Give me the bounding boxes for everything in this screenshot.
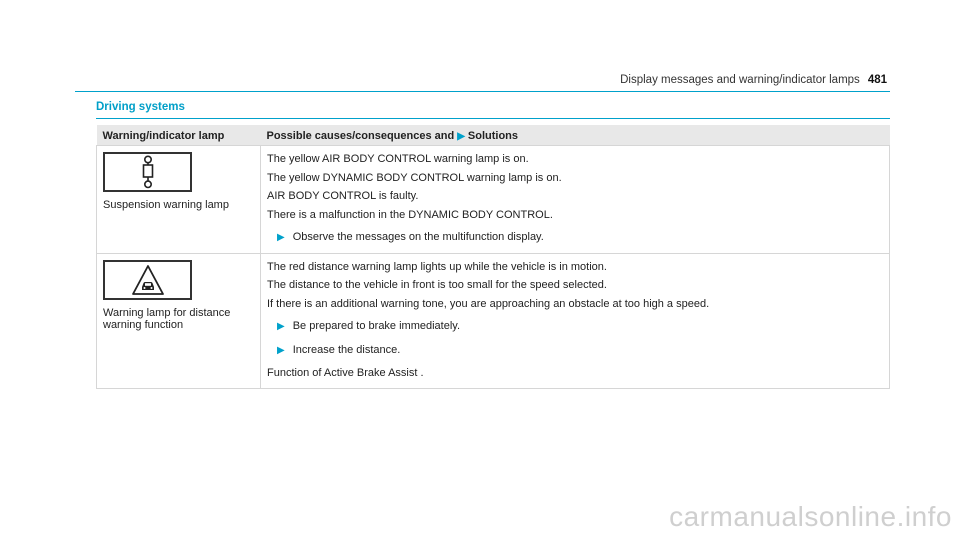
step-text: Observe the messages on the multifunction display. [292, 231, 544, 243]
play-arrow-icon: ▶ [457, 130, 465, 142]
description-line: If there is an additional warning tone, you are approaching an obstacle at too high a speed. [267, 297, 710, 310]
col2-header [261, 125, 890, 146]
step-arrow-icon: ▶ [277, 321, 285, 332]
step-arrow-icon: ▶ [277, 232, 285, 243]
running-head [620, 74, 887, 86]
description-line: AIR BODY CONTROL is faulty. [267, 190, 419, 202]
section-rule [96, 118, 890, 119]
solution-step [267, 317, 883, 337]
description-line: The yellow DYNAMIC BODY CONTROL warning lamp is on. [267, 171, 562, 184]
lamp-label-line: Warning lamp for distance [103, 306, 231, 319]
col2-header-text: Possible causes/consequences and [266, 129, 455, 142]
lamp-cell [97, 253, 261, 388]
description-line: There is a malfunction in the DYNAMIC BODY CONTROL. [267, 208, 553, 221]
description-line: The red distance warning lamp lights up while the vehicle is in motion. [267, 260, 607, 273]
section-title: Driving systems [96, 101, 185, 113]
solution-step [267, 341, 883, 361]
step-text: Increase the distance. [292, 343, 401, 356]
lamp-cell [97, 146, 261, 254]
col2-header-solutions: Solutions [467, 129, 519, 142]
description-line: The yellow AIR BODY CONTROL warning lamp is on. [267, 153, 529, 165]
description-cell [261, 146, 890, 254]
lamp-label [103, 307, 254, 331]
lamp-label-line: warning function [103, 318, 184, 331]
table-row [97, 146, 890, 254]
description-cell [261, 253, 890, 388]
description-footer: Function of Active Brake Assist . [267, 367, 424, 379]
lamp-label: Suspension warning lamp [103, 199, 229, 211]
col1-header: Warning/indicator lamp [97, 125, 261, 146]
step-arrow-icon: ▶ [277, 344, 285, 356]
running-title: Display messages and warning/indicator lamps [620, 74, 860, 86]
solution-step [267, 228, 883, 248]
suspension-icon [103, 152, 192, 192]
step-text: Be prepared to brake immediately. [292, 320, 461, 332]
top-rule [75, 91, 890, 92]
description-line: The distance to the vehicle in front is too small for the speed selected. [267, 279, 607, 291]
watermark: carmanualsonline.info [669, 501, 952, 532]
page-number: 481 [867, 74, 887, 86]
warning-lamp-table [96, 125, 890, 389]
distance-warning-icon [103, 260, 192, 300]
table-row [97, 253, 890, 388]
table-header-row [97, 125, 890, 146]
